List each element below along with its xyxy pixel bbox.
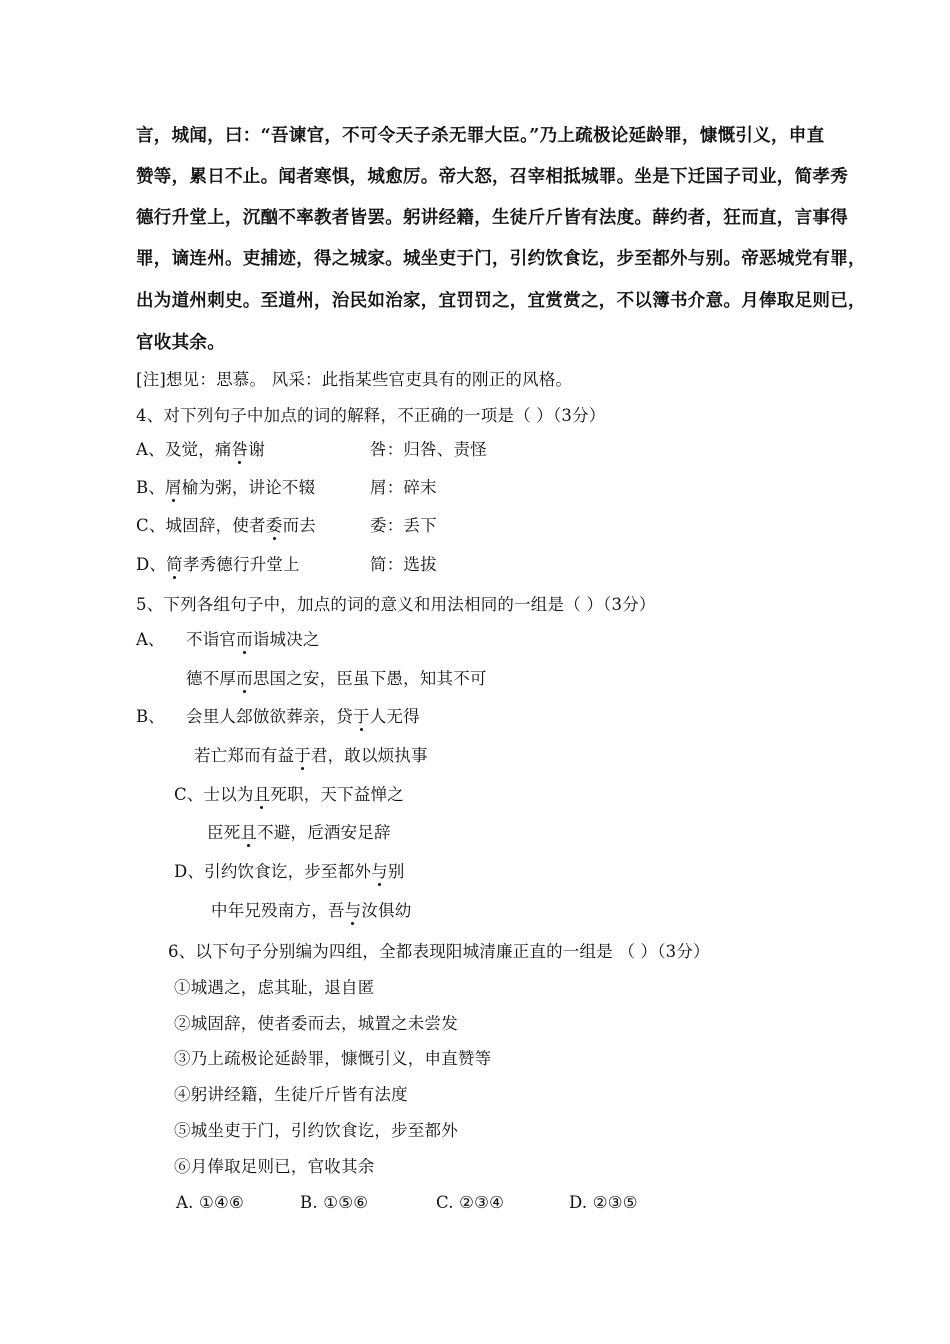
sentence-text: D、引约饮食讫，步至都外 [174, 862, 372, 881]
question-6-item-5: ⑤城坐吏于门，引约饮食讫，步至都外 [174, 1121, 458, 1140]
question-5-key-a: A、 [136, 630, 165, 649]
sentence-text: 君，敢以烦执事 [310, 746, 428, 765]
sentence-text: 别 [387, 862, 405, 881]
question-4-gloss-d: 简：选拔 [370, 555, 437, 574]
option-text: 谢 [248, 440, 266, 459]
passage-note: [注]想见：思慕。 风采：此指某些官吏具有的刚正的风格。 [136, 370, 573, 389]
question-4-option-d [136, 557, 300, 574]
option-text: A、及觉，痛 [136, 440, 232, 459]
question-4-option-a [136, 442, 265, 459]
dotted-word: 屑 [165, 478, 182, 497]
question-6-item-1: ①城遇之，虑其耻，退自匿 [174, 978, 375, 997]
sentence-text: 臣死 [207, 823, 241, 842]
passage-line-6: 官收其余。 [136, 333, 225, 353]
question-6-item-3: ③乃上疏极论延龄罪，慷慨引义，申直赞等 [174, 1049, 492, 1068]
sentence-text: 诣城决之 [252, 630, 320, 649]
question-5-c-line-1 [174, 787, 404, 804]
dotted-word: 且 [240, 823, 258, 842]
question-4-gloss-a: 咎：归咎、责怪 [370, 440, 487, 459]
question-5-c-line-2 [207, 825, 391, 842]
passage-line-3: 德行升堂上，沉酗不率教者皆罢。躬讲经籍，生徒斤斤皆有法度。薛约者，狂而直，言事得 [136, 208, 848, 228]
option-text: D、 [136, 555, 167, 574]
sentence-text: 死职，天下益惮之 [270, 785, 404, 804]
question-5-stem: 5、下列各组句子中，加点的词的意义和用法相同的一组是（ ）（3分） [136, 595, 656, 614]
dotted-word: 于 [294, 746, 311, 765]
question-6-choice-d: D. ②③⑤ [569, 1193, 638, 1212]
question-5-a-line-1 [186, 632, 320, 649]
dotted-word: 而 [236, 669, 253, 688]
question-4-gloss-c: 委：丢下 [370, 516, 437, 535]
passage-line-4: 罪，谪连州。吏捕迹，得之城家。城坐吏于门，引约饮食讫，步至都外与别。帝恶城党有罪， [136, 249, 866, 269]
dotted-word: 咎 [231, 440, 249, 459]
question-5-key-b: B、 [136, 707, 165, 726]
question-5-b-line-2 [194, 748, 428, 765]
question-6-item-2: ②城固辞，使者委而去，城置之未尝发 [174, 1014, 458, 1033]
sentence-text: 人无得 [369, 707, 420, 726]
option-text: 孝秀德行升堂上 [182, 555, 300, 574]
dotted-word: 与 [371, 862, 388, 881]
dotted-word: 于 [353, 707, 370, 726]
passage-line-1: 言，城闻，曰：“吾谏官，不可令天子杀无罪大臣。”乃上疏极论延龄罪，慷慨引义，申直 [136, 126, 825, 146]
option-text: C、城固辞，使者 [136, 516, 266, 535]
sentence-text: 若亡郑而有益 [194, 746, 295, 765]
dotted-word: 简 [166, 555, 183, 574]
question-5-d-line-1 [174, 864, 405, 881]
question-5-b-line-1 [186, 709, 420, 726]
question-4-gloss-b: 屑：碎末 [370, 478, 437, 497]
dotted-word: 委 [265, 516, 283, 535]
dotted-word: 而 [236, 630, 253, 649]
question-6-choice-c: C. ②③④ [436, 1193, 505, 1212]
dotted-word: 与 [344, 901, 362, 920]
question-6-choice-b: B. ①⑤⑥ [300, 1193, 369, 1212]
sentence-text: 会里人郐倣欲葬亲，贷 [186, 707, 353, 726]
sentence-text: 思国之安，臣虽下愚，知其不可 [252, 669, 487, 688]
question-4-stem: 4、对下列句子中加点的词的解释，不正确的一项是（ ）（3分） [136, 406, 606, 425]
sentence-text: 中年兄殁南方，吾 [211, 901, 345, 920]
dotted-word: 且 [253, 785, 271, 804]
passage-line-5: 出为道州刺史。至道州，治民如治家，宜罚罚之，宜赏赏之，不以簿书介意。月俸取足则已， [136, 291, 866, 311]
option-text: 而去 [282, 516, 316, 535]
option-text: B、 [136, 478, 166, 497]
sentence-text: C、士以为 [174, 785, 254, 804]
question-6-item-6: ⑥月俸取足则已，官收其余 [174, 1157, 375, 1176]
question-5-d-line-2 [211, 903, 411, 920]
question-5-a-line-2 [186, 671, 487, 688]
question-4-option-b [136, 480, 315, 497]
question-6-item-4: ④躬讲经籍，生徒斤斤皆有法度 [174, 1085, 408, 1104]
option-text: 榆为粥，讲论不辍 [181, 478, 316, 497]
question-6-choice-a: A. ①④⑥ [176, 1193, 244, 1212]
sentence-text: 德不厚 [186, 669, 237, 688]
sentence-text: 汝俱幼 [361, 901, 412, 920]
passage-line-2: 赞等，累日不止。闻者寒惧，城愈厉。帝大怒，召宰相抵城罪。坐是下迁国子司业，简孝秀 [136, 167, 848, 187]
question-4-option-c [136, 518, 316, 535]
question-6-stem: 6、以下句子分别编为四组，全都表现阳城清廉正直的一组是 （ ）（3分） [168, 942, 710, 961]
sentence-text: 不避，卮酒安足辞 [257, 823, 391, 842]
sentence-text: 不诣官 [186, 630, 237, 649]
